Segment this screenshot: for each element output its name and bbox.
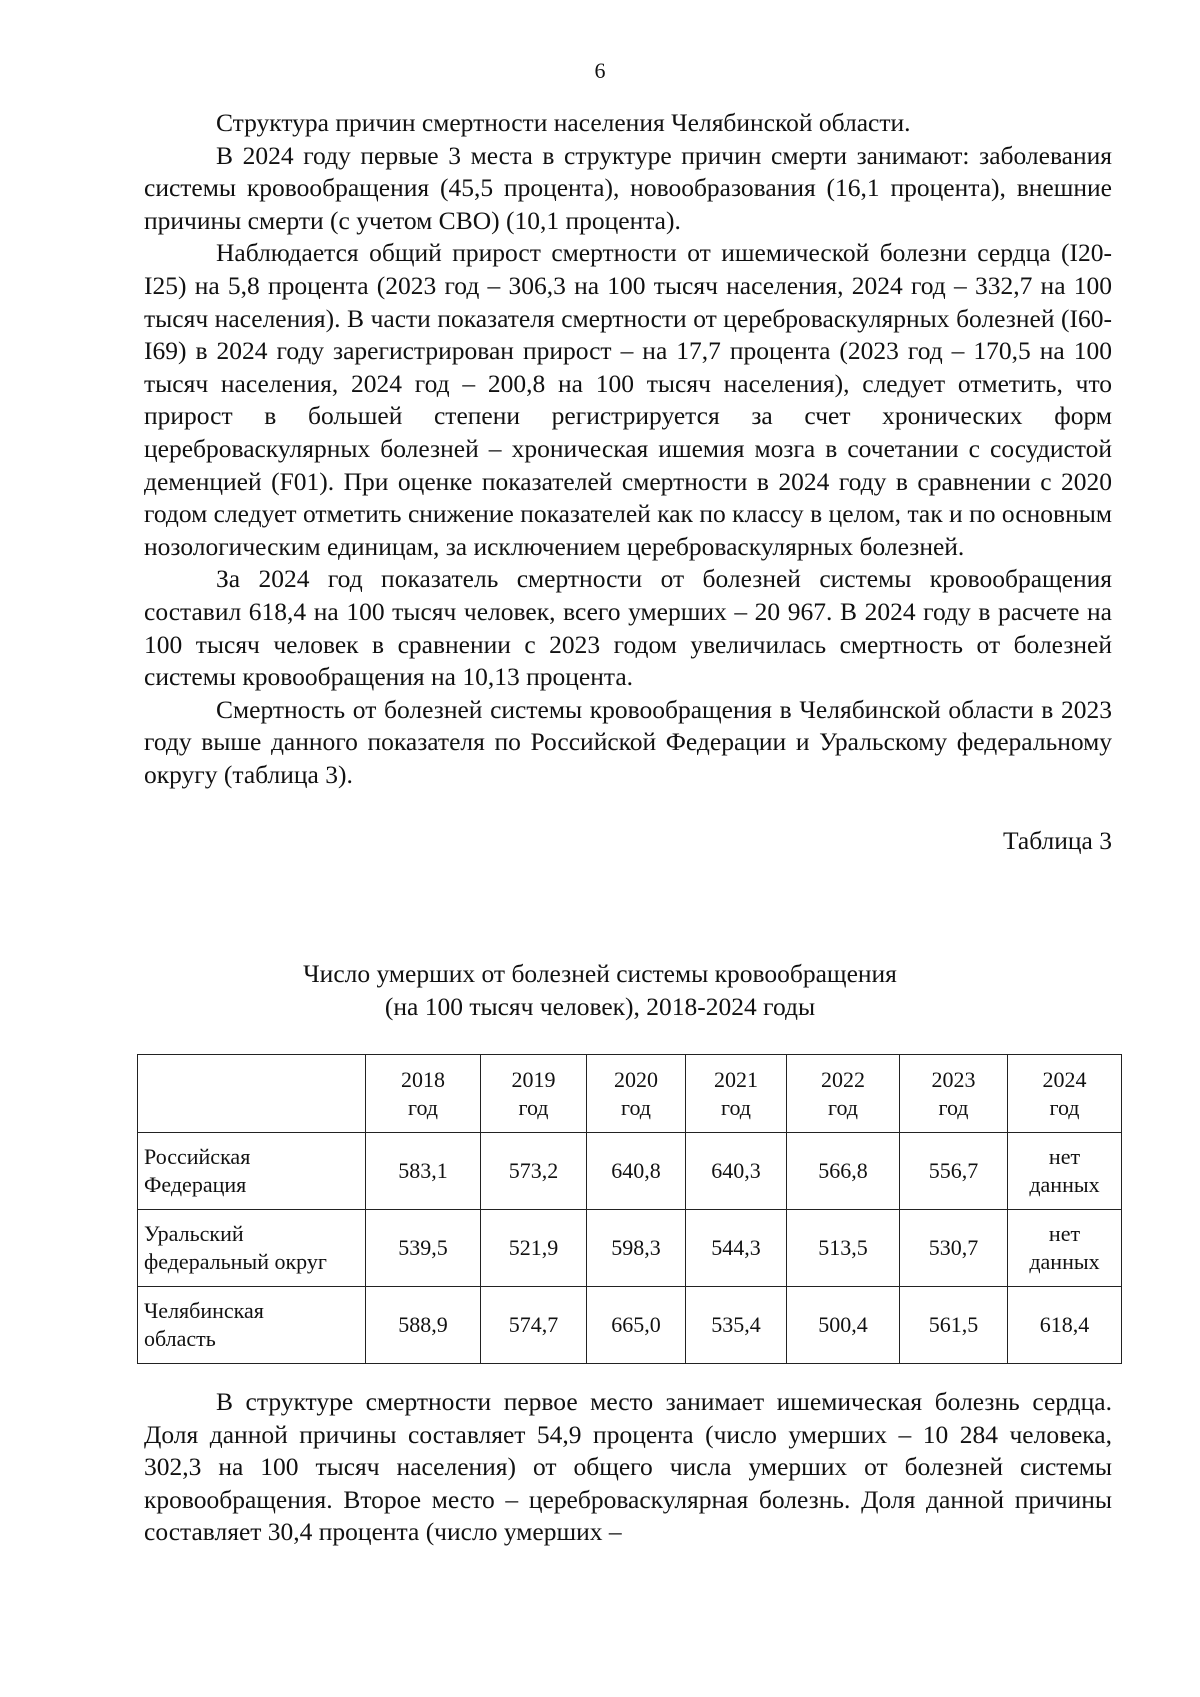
table-row bbox=[138, 1210, 1122, 1287]
table-cell: 544,3 bbox=[686, 1210, 787, 1287]
table-label: Таблица 3 bbox=[1002, 826, 1112, 856]
table-cell: нет данных bbox=[1008, 1210, 1122, 1287]
table-caption bbox=[0, 958, 1200, 1023]
header-cell: 2022 год bbox=[787, 1055, 900, 1133]
table-cell: 573,2 bbox=[481, 1133, 587, 1210]
table-cell: 598,3 bbox=[587, 1210, 686, 1287]
row-label-cell: Челябинская область bbox=[138, 1287, 366, 1364]
table-cell: 513,5 bbox=[787, 1210, 900, 1287]
table-cell: 521,9 bbox=[481, 1210, 587, 1287]
header-cell: 2019 год bbox=[481, 1055, 587, 1133]
table-row bbox=[138, 1133, 1122, 1210]
header-cell: 2021 год bbox=[686, 1055, 787, 1133]
paragraph: В структуре смертности первое место занимает ишемическая болезнь сердца. Доля данной причины составляет 54,9 процента (число умерших – 10 284 человека, 302,3 на 100 тысяч населения) от общего числа умерших от болезней системы кровообращения. Второе место – цереброваскулярная болезнь. Доля данной причины составляет 30,4 процента (число умерших – bbox=[144, 1387, 1112, 1547]
table-cell: 556,7 bbox=[900, 1133, 1008, 1210]
header-cell: 2020 год bbox=[587, 1055, 686, 1133]
table-cell: 640,3 bbox=[686, 1133, 787, 1210]
table-cell: 618,4 bbox=[1008, 1287, 1122, 1364]
paragraph-heading: Структура причин смертности населения Челябинской области. bbox=[216, 108, 911, 137]
table-cell: 583,1 bbox=[366, 1133, 481, 1210]
table-cell: 588,9 bbox=[366, 1287, 481, 1364]
row-label-cell: Российская Федерация bbox=[138, 1133, 366, 1210]
table-cell: 530,7 bbox=[900, 1210, 1008, 1287]
table-cell: 535,4 bbox=[686, 1287, 787, 1364]
table-cell: нет данных bbox=[1008, 1133, 1122, 1210]
header-cell: 2024 год bbox=[1008, 1055, 1122, 1133]
table-cell: 665,0 bbox=[587, 1287, 686, 1364]
body-text-bottom bbox=[144, 1386, 1112, 1549]
table-caption-line: (на 100 тысяч человек), 2018-2024 годы bbox=[384, 991, 816, 1021]
table-cell: 640,8 bbox=[587, 1133, 686, 1210]
paragraph: Смертность от болезней системы кровообращения в Челябинской области в 2023 году выше данного показателя по Российской Федерации и Уральскому федеральному округу (таблица 3). bbox=[144, 694, 1112, 789]
header-cell-empty bbox=[138, 1055, 366, 1133]
row-label-cell: Уральский федеральный округ bbox=[138, 1210, 366, 1287]
table-cell: 539,5 bbox=[366, 1210, 481, 1287]
table-cell: 574,7 bbox=[481, 1287, 587, 1364]
paragraph: В 2024 году первые 3 места в структуре причин смерти занимают: заболевания системы кровообращения (45,5 процента), новообразования (16,1 процента), внешние причины смерти (с учетом СВО) (10,1 процента). bbox=[144, 140, 1112, 235]
paragraph: За 2024 год показатель смертности от болезней системы кровообращения составил 618,4 на 100 тысяч человек, всего умерших – 20 967. В 2024 году в расчете на 100 тысяч человек в сравнении с 2023 годом увеличилась смертность от болезней системы кровообращения на 10,13 процента. bbox=[144, 564, 1112, 692]
table-header-row bbox=[138, 1055, 1122, 1133]
paragraph: Наблюдается общий прирост смертности от ишемической болезни сердца (I20-I25) на 5,8 процента (2023 год – 306,3 на 100 тысяч населения, 2024 год – 332,7 на 100 тысяч населения). В части показателя смертности от цереброваскулярных болезней (I60-I69) в 2024 году зарегистрирован прирост – на 17,7 процента (2023 год – 170,5 на 100 тысяч населения, 2024 год – 200,8 на 100 тысяч населения), следует отметить, что прирост в большей степени регистрируется за счет хронических форм цереброваскулярных болезней – хроническая ишемия мозга в сочетании с сосудистой деменцией (F01). При оценке показателей смертности в 2024 году в сравнении с 2020 годом следует отметить снижение показателей как по классу в целом, так и по основным нозологическим единицам, за исключением цереброваскулярных болезней. bbox=[144, 238, 1112, 561]
body-text-top bbox=[144, 107, 1112, 858]
header-cell: 2018 год bbox=[366, 1055, 481, 1133]
table-caption-line: Число умерших от болезней системы кровообращения bbox=[303, 959, 897, 988]
mortality-table bbox=[137, 1054, 1122, 1364]
header-cell: 2023 год bbox=[900, 1055, 1008, 1133]
table-cell: 561,5 bbox=[900, 1287, 1008, 1364]
table-cell: 500,4 bbox=[787, 1287, 900, 1364]
table-cell: 566,8 bbox=[787, 1133, 900, 1210]
table-row bbox=[138, 1287, 1122, 1364]
page-number: 6 bbox=[594, 58, 606, 83]
